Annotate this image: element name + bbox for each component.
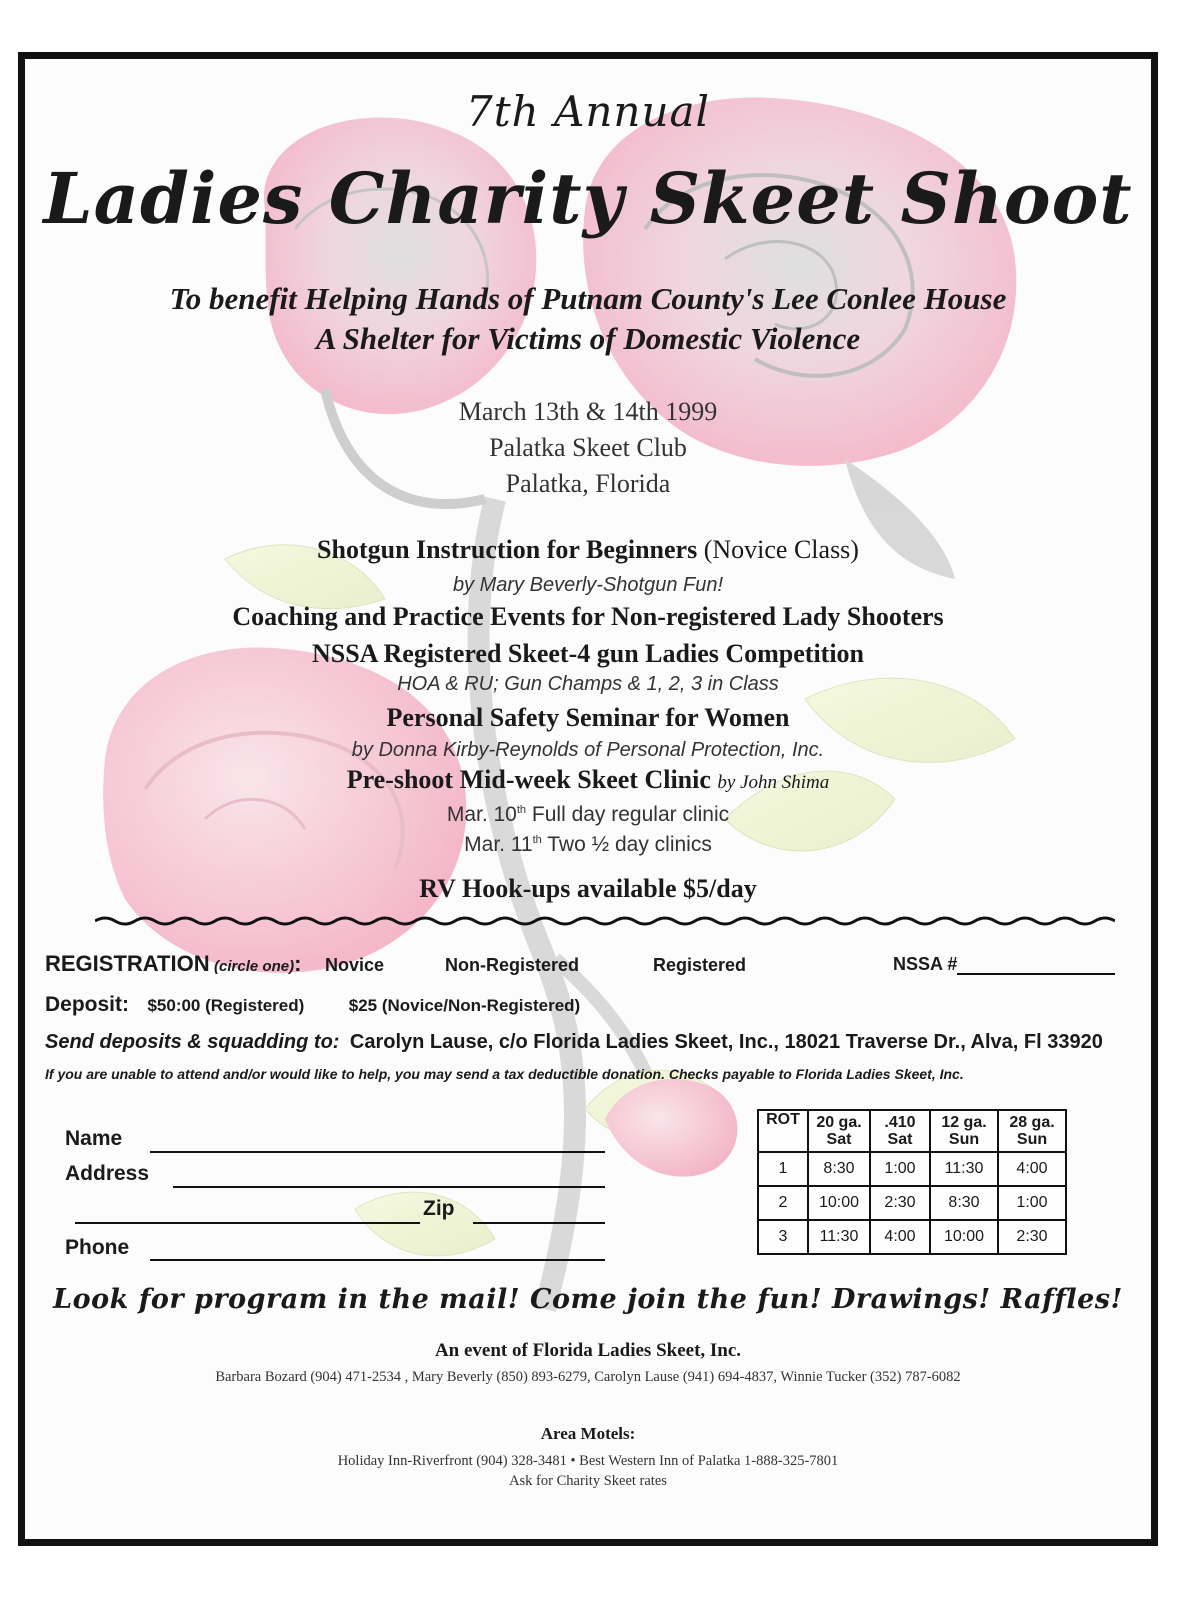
clinic-1-desc: Full day regular clinic (526, 803, 730, 826)
send-label: Send deposits & squadding to: (45, 1031, 340, 1053)
registration-colon: : (294, 951, 302, 976)
tagline: Look for program in the mail! Come join the fun! Drawings! Raffles! (53, 1284, 1123, 1315)
charity-rates-note: Ask for Charity Skeet rates (509, 1473, 667, 1489)
wave-divider (95, 911, 1115, 931)
rotation-schedule-table (757, 1109, 1067, 1255)
event-clinic-title: Pre-shoot Mid-week Skeet Clinic (346, 765, 711, 794)
col-410: .410 Sat (870, 1110, 930, 1152)
option-registered[interactable]: Registered (653, 955, 747, 975)
clinic-date-1 (25, 803, 1151, 827)
event-safety: Personal Safety Seminar for Women (386, 703, 790, 732)
flyer-frame (18, 52, 1158, 1546)
event-shotgun-instruction (25, 535, 1151, 565)
benefit-line-1: To benefit Helping Hands of Putnam County's Lee Conlee House (169, 281, 1007, 316)
table-cell: 10:00 (930, 1220, 998, 1254)
zip-field[interactable] (473, 1222, 605, 1224)
col-20ga: 20 ga. Sat (808, 1110, 870, 1152)
event-nssa: NSSA Registered Skeet-4 gun Ladies Competition (311, 639, 865, 668)
col-28ga: 28 ga. Sun (998, 1110, 1066, 1152)
clinic-2-sup: th (532, 834, 542, 846)
deposit-label: Deposit: (45, 993, 129, 1016)
deposit-novice: $25 (Novice/Non-Registered) (348, 996, 581, 1015)
motels-heading: Area Motels: (540, 1424, 636, 1443)
table-cell: 4:00 (870, 1220, 930, 1254)
event-date: March 13th & 14th 1999 (458, 397, 718, 426)
col-rot: ROT (758, 1110, 808, 1152)
event-shotgun-title: Shotgun Instruction for Beginners (317, 535, 698, 564)
nssa-line[interactable] (957, 953, 1115, 975)
clinic-date-2 (25, 833, 1151, 857)
benefit-line-2: A Shelter for Victims of Domestic Violence (315, 321, 861, 356)
phone-field[interactable] (150, 1259, 605, 1261)
table-cell: 11:30 (808, 1220, 870, 1254)
table-cell: 4:00 (998, 1152, 1066, 1186)
table-cell: 1:00 (998, 1186, 1066, 1220)
table-row (758, 1186, 1066, 1220)
send-address: Carolyn Lause, c/o Florida Ladies Skeet, Inc., 18021 Traverse Dr., Alva, Fl 33920 (349, 1031, 1103, 1053)
table-row (758, 1152, 1066, 1186)
address-label: Address (65, 1162, 150, 1185)
table-cell: 8:30 (930, 1186, 998, 1220)
registration-label: REGISTRATION (45, 951, 210, 976)
address-line-2-field[interactable] (75, 1222, 420, 1224)
event-coaching: Coaching and Practice Events for Non-registered Lady Shooters (232, 602, 944, 631)
phone-label: Phone (65, 1236, 130, 1259)
nssa-label: NSSA # (893, 954, 958, 974)
annual-label: 7th Annual (466, 87, 710, 136)
table-cell: 10:00 (808, 1186, 870, 1220)
event-organizer: An event of Florida Ladies Skeet, Inc. (434, 1340, 742, 1361)
send-deposits-row (45, 1031, 1103, 1054)
clinic-1-sup: th (516, 804, 527, 816)
event-shotgun-class: (Novice Class) (703, 535, 859, 564)
table-cell: 2:30 (998, 1220, 1066, 1254)
contacts-line: Barbara Bozard (904) 471-2534 , Mary Beverly (850) 893-6279, Carolyn Lause (941) 694-4837, Winnie Tucker (352) 787-6082 (215, 1369, 961, 1385)
registration-row (45, 951, 301, 977)
donation-note: If you are unable to attend and/or would like to help, you may send a tax deductible donation. Checks payable to Florida Ladies Skeet, Inc. (45, 1066, 964, 1082)
event-shotgun-by: by Mary Beverly-Shotgun Fun! (452, 574, 724, 596)
table-cell: 1:00 (870, 1152, 930, 1186)
clinic-2-date: Mar. 11 (464, 833, 533, 856)
registration-circle-hint: (circle one) (214, 958, 295, 975)
event-clinic (25, 765, 1151, 795)
rv-hookups: RV Hook-ups available $5/day (419, 874, 757, 903)
option-non-registered[interactable]: Non-Registered (445, 955, 580, 975)
event-safety-by: by Donna Kirby-Reynolds of Personal Protection, Inc. (351, 739, 825, 761)
event-city: Palatka, Florida (505, 469, 671, 498)
address-field[interactable] (173, 1186, 605, 1188)
deposit-registered: $50:00 (Registered) (147, 996, 305, 1015)
col-12ga: 12 ga. Sun (930, 1110, 998, 1152)
table-cell: 8:30 (808, 1152, 870, 1186)
table-cell: 11:30 (930, 1152, 998, 1186)
clinic-1-date: Mar. 10 (446, 803, 517, 826)
clinic-2-desc: Two ½ day clinics (541, 833, 712, 856)
table-cell: 1 (758, 1152, 808, 1186)
zip-label: Zip (423, 1197, 455, 1220)
event-venue: Palatka Skeet Club (489, 433, 687, 462)
event-clinic-by: by John Shima (717, 772, 830, 793)
table-header-row (758, 1110, 1066, 1152)
table-row (758, 1220, 1066, 1254)
page-title: Ladies Charity Skeet Shoot (43, 157, 1133, 240)
name-label: Name (65, 1127, 123, 1150)
deposit-row (45, 993, 580, 1017)
table-cell: 2 (758, 1186, 808, 1220)
option-novice[interactable]: Novice (325, 955, 385, 975)
motels-list: Holiday Inn-Riverfront (904) 328-3481 • Best Western Inn of Palatka 1-888-325-7801 (337, 1453, 839, 1469)
name-field[interactable] (150, 1151, 605, 1153)
event-nssa-sub: HOA & RU; Gun Champs & 1, 2, 3 in Class (397, 673, 779, 695)
nssa-number-field[interactable] (893, 953, 1115, 975)
table-cell: 2:30 (870, 1186, 930, 1220)
table-cell: 3 (758, 1220, 808, 1254)
